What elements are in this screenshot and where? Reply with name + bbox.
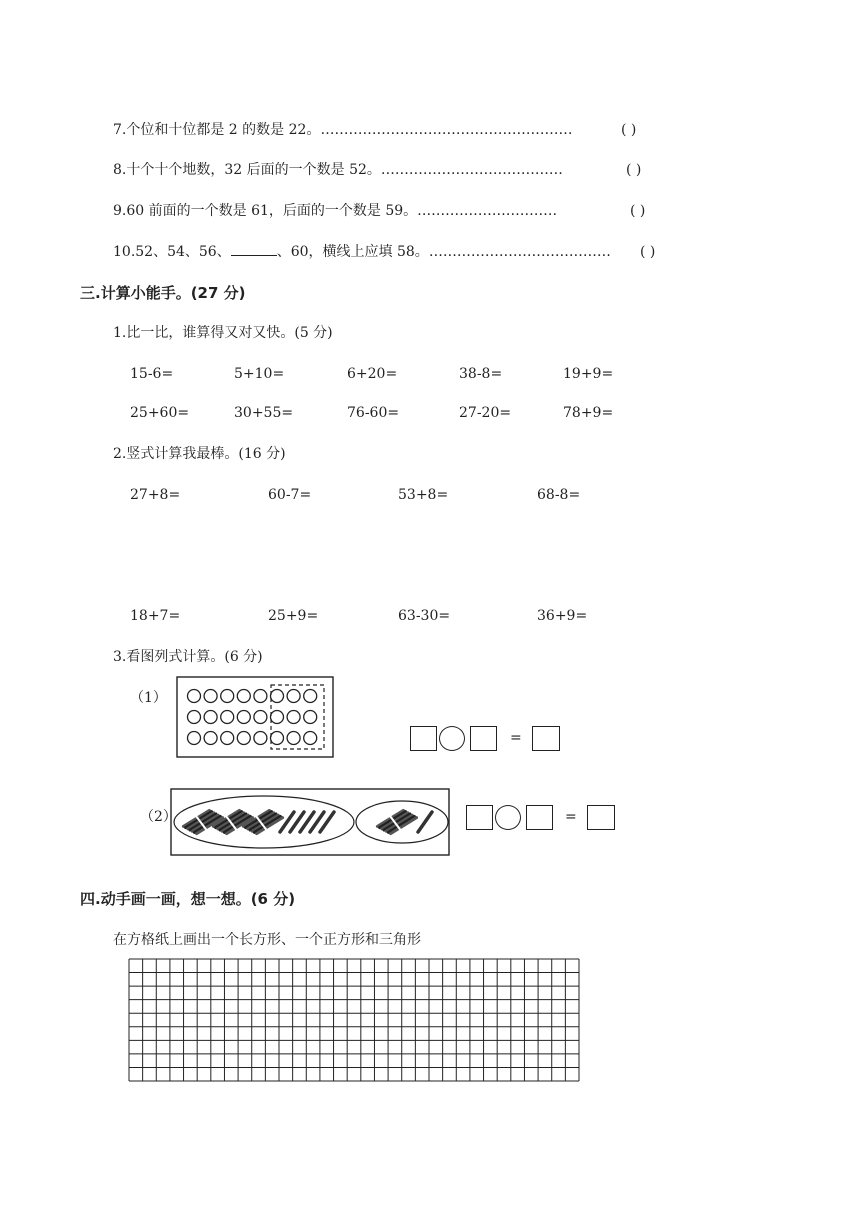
answer-paren[interactable]: ( ) [640,244,656,260]
fill-blank-line[interactable] [231,243,277,256]
arith-problem: 78+9= [563,405,614,421]
picture-label: （1） [130,690,167,706]
counting-circle [287,711,300,724]
circles-picture [176,676,336,760]
answer-paren[interactable]: ( ) [626,162,642,178]
vertical-problem: 68-8= [537,487,581,503]
operator-circle[interactable] [495,805,521,830]
arith-problem: 6+20= [347,366,398,382]
tf-item-text: 10.52、54、56、 [113,244,231,260]
tf-item-text: 9.60 前面的一个数是 61，后面的一个数是 59。 [113,203,418,219]
counting-circle [304,732,317,745]
picture-label: （2） [140,809,177,825]
tf-item-8 [113,161,563,179]
graph-paper-grid[interactable] [128,958,580,1082]
stick-bundle [377,810,416,833]
answer-box[interactable] [470,726,497,751]
counting-circle [221,690,234,703]
stick-bundle [183,810,222,833]
counting-circle [304,711,317,724]
tf-item-dots: ……………………………………………… [320,122,573,138]
arith-problem: 30+55= [234,405,294,421]
equals-sign: = [510,730,522,746]
counting-circle [237,711,250,724]
vertical-problem: 60-7= [268,487,312,503]
answer-box[interactable] [526,805,553,830]
answer-paren[interactable]: ( ) [630,203,646,219]
tf-item-text: 、60，横线上应填 58。 [276,244,429,260]
stick-bundle [213,810,252,833]
counting-circle [204,732,217,745]
counting-circle [287,690,300,703]
vertical-problem: 36+9= [537,608,588,624]
counting-circle [254,711,267,724]
tf-item-dots: ………………………… [417,203,558,219]
tf-item-10 [113,243,611,261]
vertical-problem: 25+9= [268,608,319,624]
question-title: 3.看图列式计算。(6 分) [113,649,263,665]
operator-circle[interactable] [439,726,465,751]
counting-circle [304,690,317,703]
counting-circle [188,711,201,724]
vertical-problem: 53+8= [398,487,449,503]
instruction-text: 在方格纸上画出一个长方形、一个正方形和三角形 [113,932,421,948]
equals-sign: = [565,809,577,825]
section-title: 三.计算小能手。(27 分) [80,284,246,302]
tf-item-text: 8.十个十个地数，32 后面的一个数是 52。 [113,162,381,178]
answer-box[interactable] [532,726,560,751]
answer-paren[interactable]: ( ) [621,122,637,138]
counting-circle [237,732,250,745]
arith-problem: 38-8= [459,366,503,382]
counting-circle [287,732,300,745]
arith-problem: 15-6= [130,366,174,382]
section-title: 四.动手画一画，想一想。(6 分) [80,890,296,908]
counting-circle [188,690,201,703]
counting-circle [254,690,267,703]
counting-circle [188,732,201,745]
arith-problem: 27-20= [459,405,512,421]
arith-problem: 19+9= [563,366,614,382]
counting-circle [271,690,284,703]
arith-problem: 25+60= [130,405,190,421]
sticks-picture [170,788,452,858]
tf-item-dots: ………………………………… [380,162,563,178]
counting-circle [271,732,284,745]
tf-item-dots: ………………………………… [428,244,611,260]
tf-item-9 [113,202,557,220]
counting-circle [221,732,234,745]
counting-circle [204,711,217,724]
counting-circle [254,732,267,745]
tf-item-7 [113,121,572,139]
question-title: 2.竖式计算我最棒。(16 分) [113,446,286,462]
arith-problem: 76-60= [347,405,400,421]
counting-circle [221,711,234,724]
counting-circle [271,711,284,724]
answer-box[interactable] [587,805,615,830]
circle-grid [188,690,317,745]
stick-bundle [243,810,282,833]
answer-box[interactable] [410,726,437,751]
tf-item-text: 7.个位和十位都是 2 的数是 22。 [113,122,321,138]
single-stick [418,812,432,832]
vertical-problem: 27+8= [130,487,181,503]
vertical-problem: 63-30= [398,608,451,624]
counting-circle [237,690,250,703]
counting-circle [204,690,217,703]
arith-problem: 5+10= [234,366,285,382]
answer-box[interactable] [466,805,493,830]
vertical-problem: 18+7= [130,608,181,624]
question-title: 1.比一比，谁算得又对又快。(5 分) [113,325,333,341]
